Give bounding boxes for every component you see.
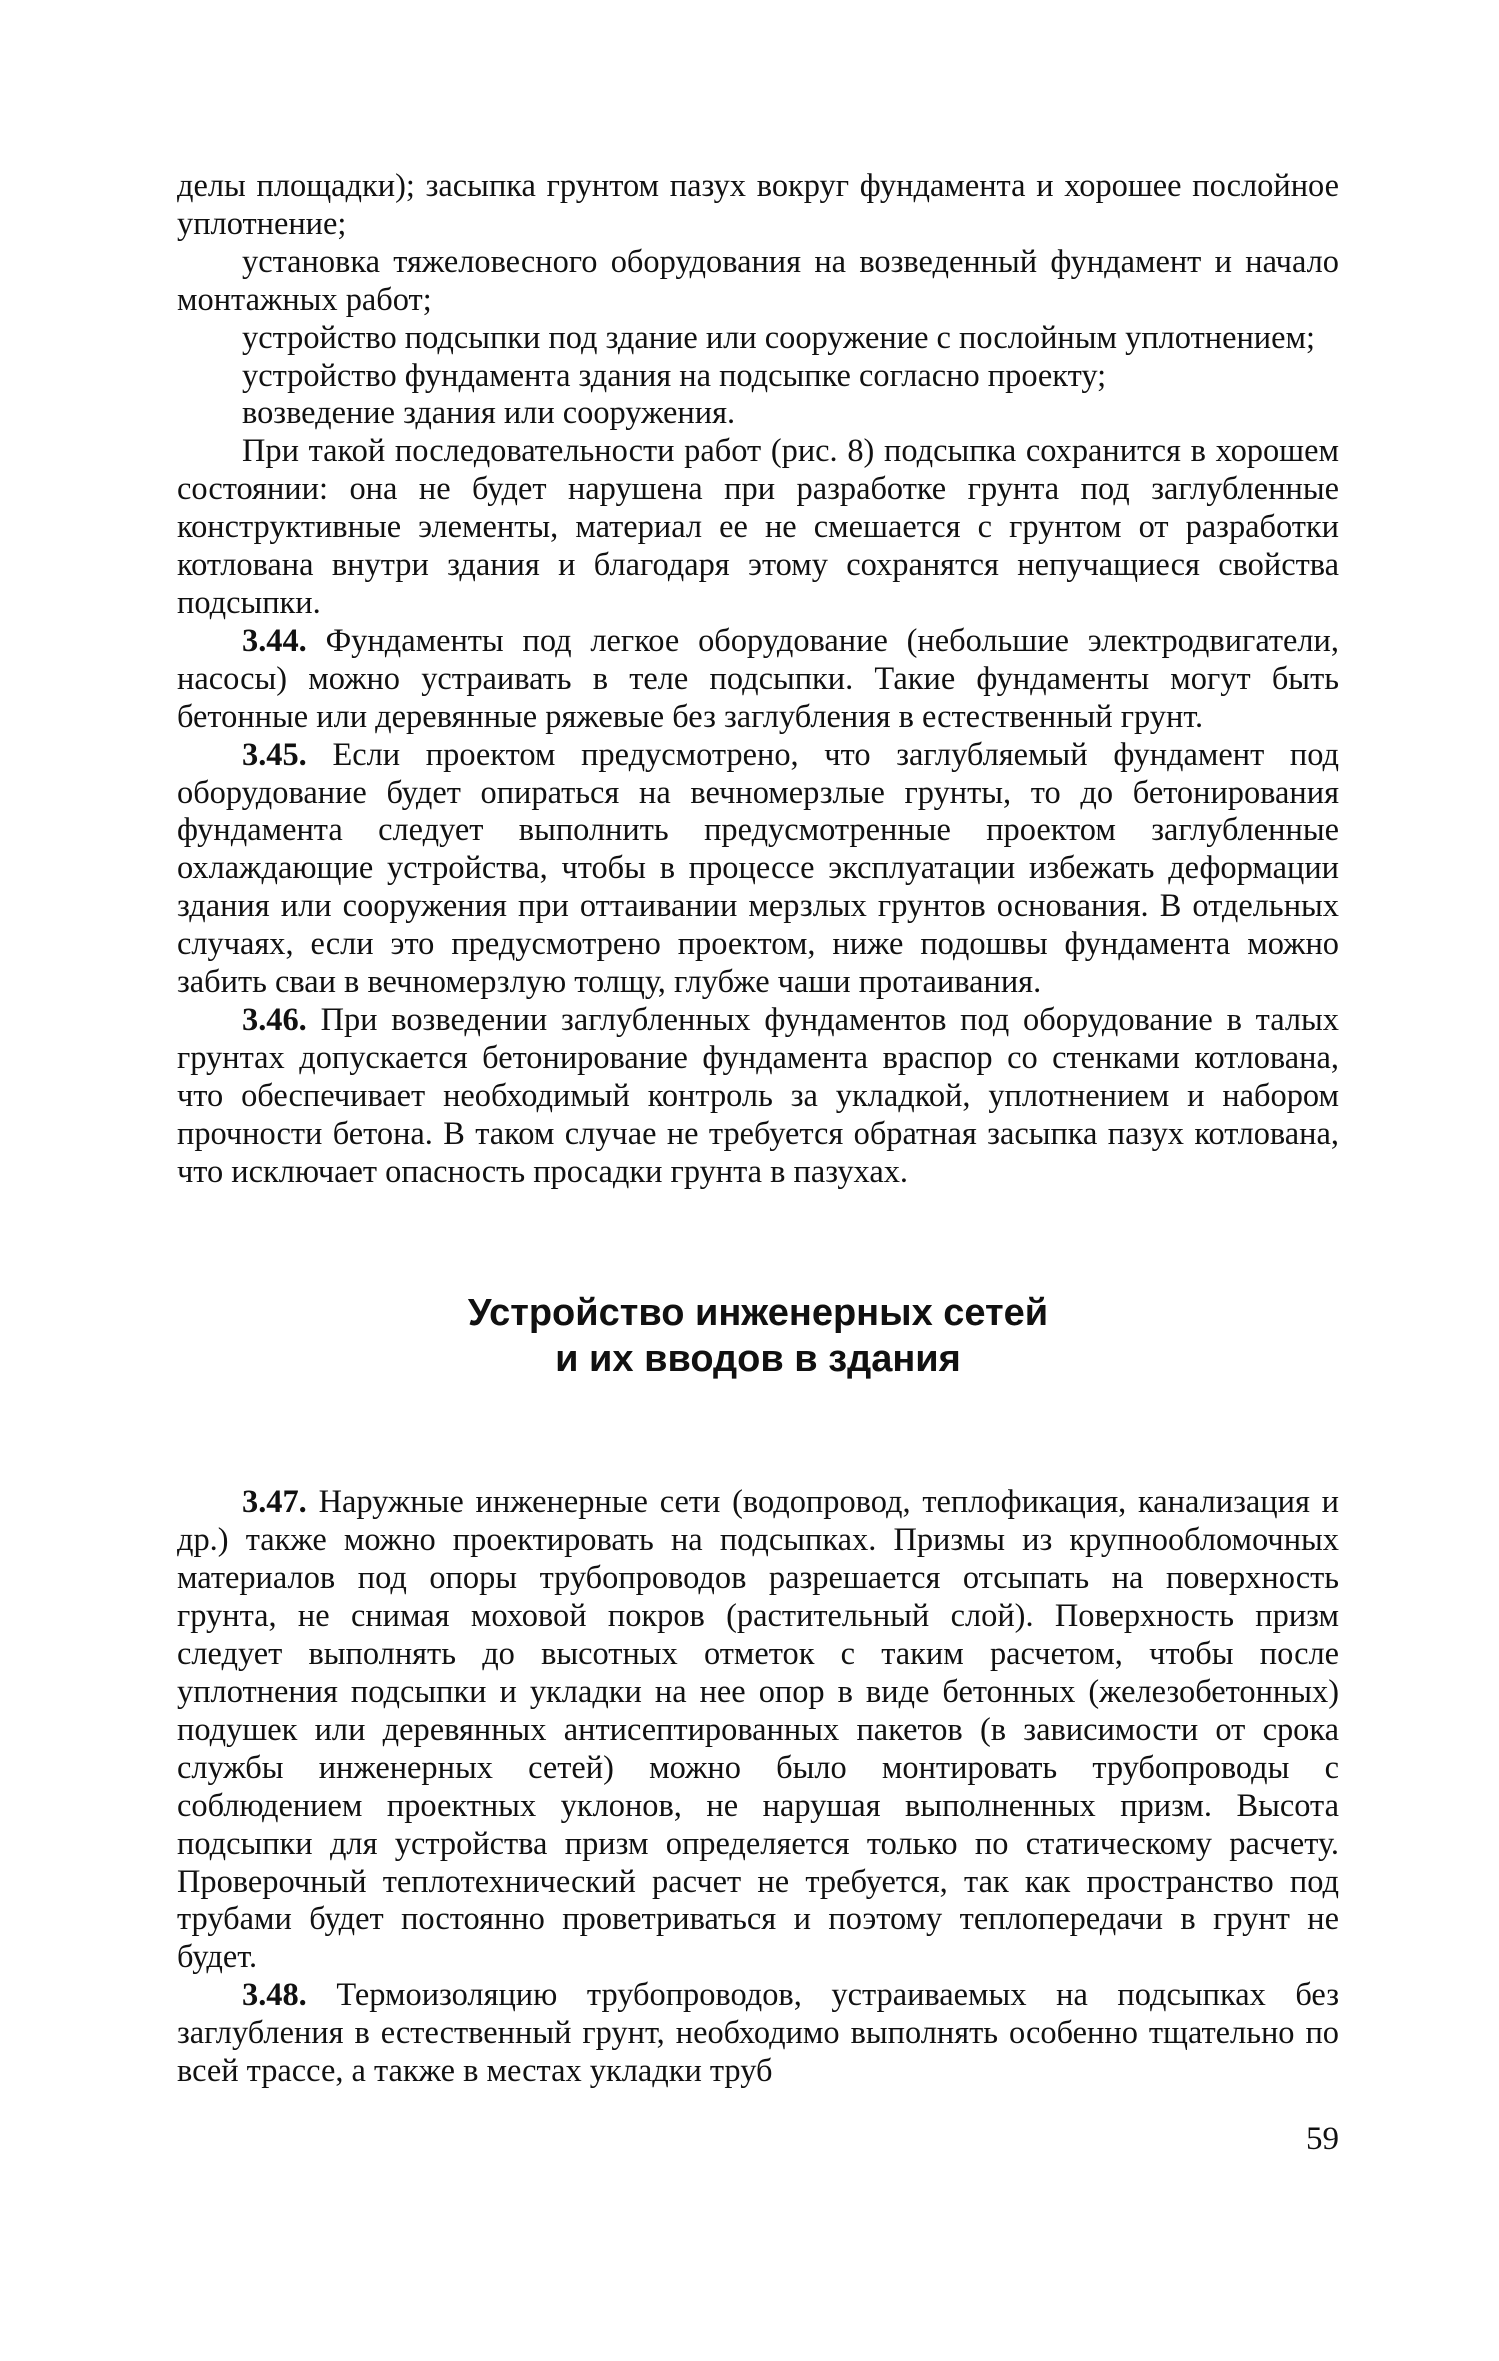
paragraph-text: При возведении заглубленных фундаментов под оборудование в талых грунтах допускается бетонирование фундамента враспор со стенками котлована, что обеспечивает необходимый контроль за укладкой, уплотнением и набором прочности бетона. В таком случае не требуется обратная засыпка пазух котлована, что исключает опасность просадки грунта в пазухах. [177, 1001, 1339, 1190]
paragraph-3-46 [177, 1002, 1339, 1192]
page-body [177, 168, 1339, 2091]
paragraph-text: Наружные инженерные сети (водопровод, теплофикация, канализация и др.) также можно проектировать на подсыпках. Призмы из крупнообломочных материалов под опоры трубопроводов разрешается отсыпать на поверхность грунта, не снимая моховой покров (растительный слой). Поверхность призм следует выполнять до высотных отметок с таким расчетом, чтобы после уплотнения подсыпки и укладки на нее опор в виде бетонных (железобетонных) подушек или деревянных антисептированных пакетов (в зависимости от срока службы инженерных сетей) можно было монтировать трубопроводы с соблюдением проектных уклонов, не нарушая выполненных призм. Высота подсыпки для устройства призм определяется только по статическому расчету. Проверочный теплотехнический расчет не требуется, так как пространство под трубами будет постоянно проветриваться и поэтому теплопередачи в грунт не будет. [177, 1484, 1339, 1976]
section-heading-line-1: Устройство инженерных сетей [467, 1292, 1049, 1335]
paragraph-3-44 [177, 623, 1339, 737]
clause-number: 3.47. [242, 1484, 307, 1521]
list-item-fill: устройство подсыпки под здание или сооружение с послойным уплотнением; [242, 319, 1315, 356]
list-item-foundation: устройство фундамента здания на подсыпке согласно проекту; [242, 357, 1107, 394]
clause-number: 3.46. [242, 1001, 307, 1038]
paragraph-sequence: При такой последовательности работ (рис. 8) подсыпка сохранится в хорошем состоянии: она не будет нарушена при разработке грунта под заглубленные конструктивные элементы, материал ее не смешается с грунтом от разработки котлована внутри здания и благодаря этому сохранятся непучащиеся свойства подсыпки. [177, 433, 1339, 621]
paragraph-3-47 [177, 1484, 1339, 1977]
paragraph-text: Термоизоляцию трубопроводов, устраиваемых на подсыпках без заглубления в естественный грунт, необходимо выполнять особенно тщательно по всей трассе, а также в местах укладки труб [177, 1977, 1339, 2090]
paragraph-text: Если проектом предусмотрено, что заглубляемый фундамент под оборудование будет опираться на вечномерзлые грунты, то до бетонирования фундамента следует выполнить предусмотренные проектом заглубленные охлаждающие устройства, чтобы в процессе эксплуатации избежать деформации здания или сооружения при оттаивании мерзлых грунтов основания. В отдельных случаях, если это предусмотрено проектом, ниже подошвы фундамента можно забить сваи в вечномерзлую толщу, глубже чаши протаивания. [177, 736, 1339, 1001]
clause-number: 3.48. [242, 1977, 307, 2014]
clause-number: 3.45. [242, 736, 307, 773]
paragraph-3-45 [177, 737, 1339, 1002]
section-heading [177, 1290, 1339, 1382]
list-item-equipment: установка тяжеловесного оборудования на возведенный фундамент и начало монтажных работ; [177, 243, 1339, 318]
section-heading-line-2: и их вводов в здания [555, 1338, 961, 1381]
list-item-building: возведение здания или сооружения. [242, 395, 736, 432]
clause-number: 3.44. [242, 622, 307, 659]
page-number: 59 [1306, 2121, 1339, 2157]
paragraph-3-48 [177, 1977, 1339, 2091]
paragraph-continuation: делы площадки); засыпка грунтом пазух вокруг фундамента и хорошее послойное уплотнение; [177, 168, 1339, 242]
paragraph-text: Фундаменты под легкое оборудование (небольшие электродвигатели, насосы) можно устраивать в теле подсыпки. Такие фундаменты могут быть бетонные или деревянные ряжевые без заглубления в естественный грунт. [177, 622, 1339, 735]
